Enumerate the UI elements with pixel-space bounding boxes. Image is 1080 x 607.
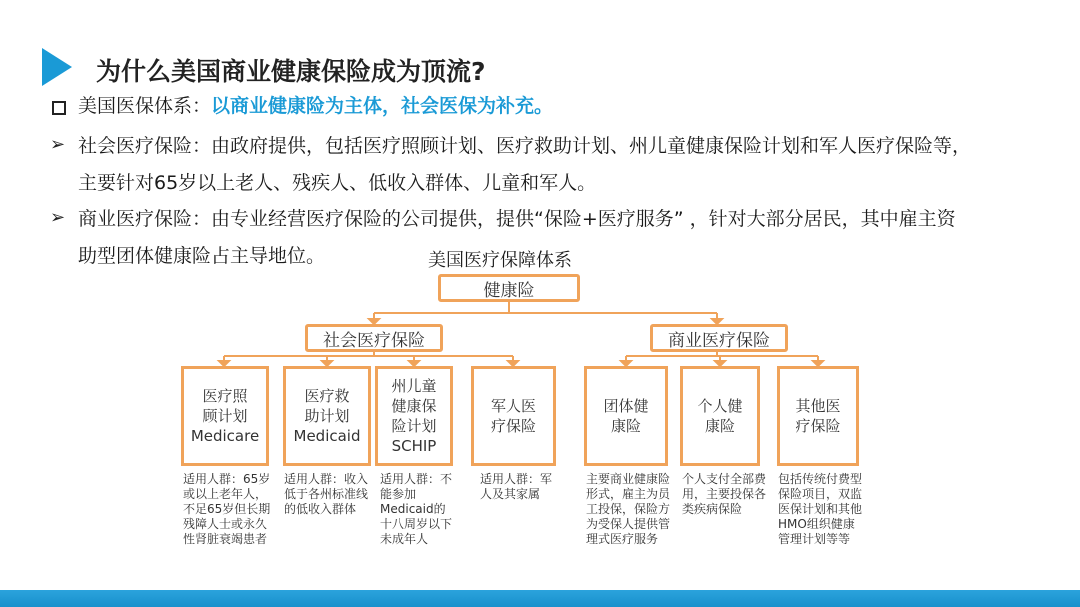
desc-medicare: 适用人群：65岁或以上老年人，不足65岁但长期残障人士或永久性肾脏衰竭患者 (183, 472, 271, 546)
diagram-title: 美国医疗保障体系 (428, 250, 572, 271)
bullet-3-line-1: 商业医疗保险：由专业经营医疗保险的公司提供，提供“保险+医疗服务” ，针对大部分居民，其中雇主资 (78, 208, 956, 230)
node-schip-line: SCHIP (391, 437, 437, 455)
node-military (471, 366, 556, 466)
bullet-3-line-2: 助型团体健康险占主导地位。 (78, 245, 326, 267)
desc-individual-health: 个人支付全部费用，主要投保各类疾病保险 (682, 472, 767, 516)
node-group-health-line: 康险 (610, 417, 641, 435)
node-medicare-line: Medicare (190, 427, 260, 445)
node-social-insurance: 社会医疗保险 (305, 324, 443, 352)
bullet-2-line-1: 社会医疗保险：由政府提供，包括医疗照顾计划、医疗救助计划、州儿童健康保险计划和军人医疗保险等， (78, 135, 972, 157)
desc-group-health: 主要商业健康险形式，雇主为员工投保，保险方为受保人提供管理式医疗服务 (586, 472, 671, 546)
node-medicaid (283, 366, 371, 466)
node-medicaid-line: 助计划 (304, 407, 350, 425)
node-group-health-line: 团体健 (603, 397, 649, 415)
desc-other-medical: 包括传统付费型保险项目，双监医保计划和其他HMO组织健康管理计划等等 (778, 472, 863, 546)
node-individual-health-line: 康险 (704, 417, 735, 435)
desc-medicaid: 适用人群：收入低于各州标准线的低收入群体 (284, 472, 369, 516)
bottom-accent-bar (0, 590, 1080, 607)
node-individual-health-line: 个人健 (697, 397, 743, 415)
desc-schip: 适用人群：不能参加Medicaid的十八周岁以下未成年人 (380, 472, 453, 546)
node-military-line: 疗保险 (490, 417, 536, 435)
node-other-medical-line: 其他医 (795, 397, 841, 415)
node-military-line: 军人医 (490, 397, 536, 415)
node-group-health (584, 366, 668, 466)
node-schip-line: 州儿童 (391, 377, 437, 395)
node-medicaid-line: 医疗救 (304, 387, 350, 405)
bullet-2-line-2: 主要针对65岁以上老人、残疾人、低收入群体、儿童和军人。 (78, 172, 597, 194)
node-schip (375, 366, 453, 466)
node-medicare-line: 医疗照 (202, 387, 248, 405)
node-schip-line: 健康保 (391, 397, 437, 415)
node-medicare-line: 顾计划 (202, 407, 248, 425)
node-other-medical-line: 疗保险 (795, 417, 841, 435)
node-medicare (181, 366, 269, 466)
arrow-bullet-icon: ➢ (50, 207, 66, 228)
slide-title: 为什么美国商业健康保险成为顶流? (96, 57, 486, 86)
bullet-1-label: 美国医保体系： (78, 95, 212, 117)
node-individual-health (680, 366, 760, 466)
node-other-medical (777, 366, 859, 466)
node-medicaid-line: Medicaid (293, 427, 361, 445)
bullet-1-highlight: 以商业健康险为主体，社会医保为补充。 (211, 95, 554, 117)
node-schip-line: 险计划 (391, 417, 437, 435)
node-root-health-insurance: 健康险 (438, 274, 580, 302)
desc-military: 适用人群：军人及其家属 (480, 472, 553, 501)
arrow-bullet-icon: ➢ (50, 134, 66, 155)
node-commercial-insurance: 商业医疗保险 (650, 324, 788, 352)
